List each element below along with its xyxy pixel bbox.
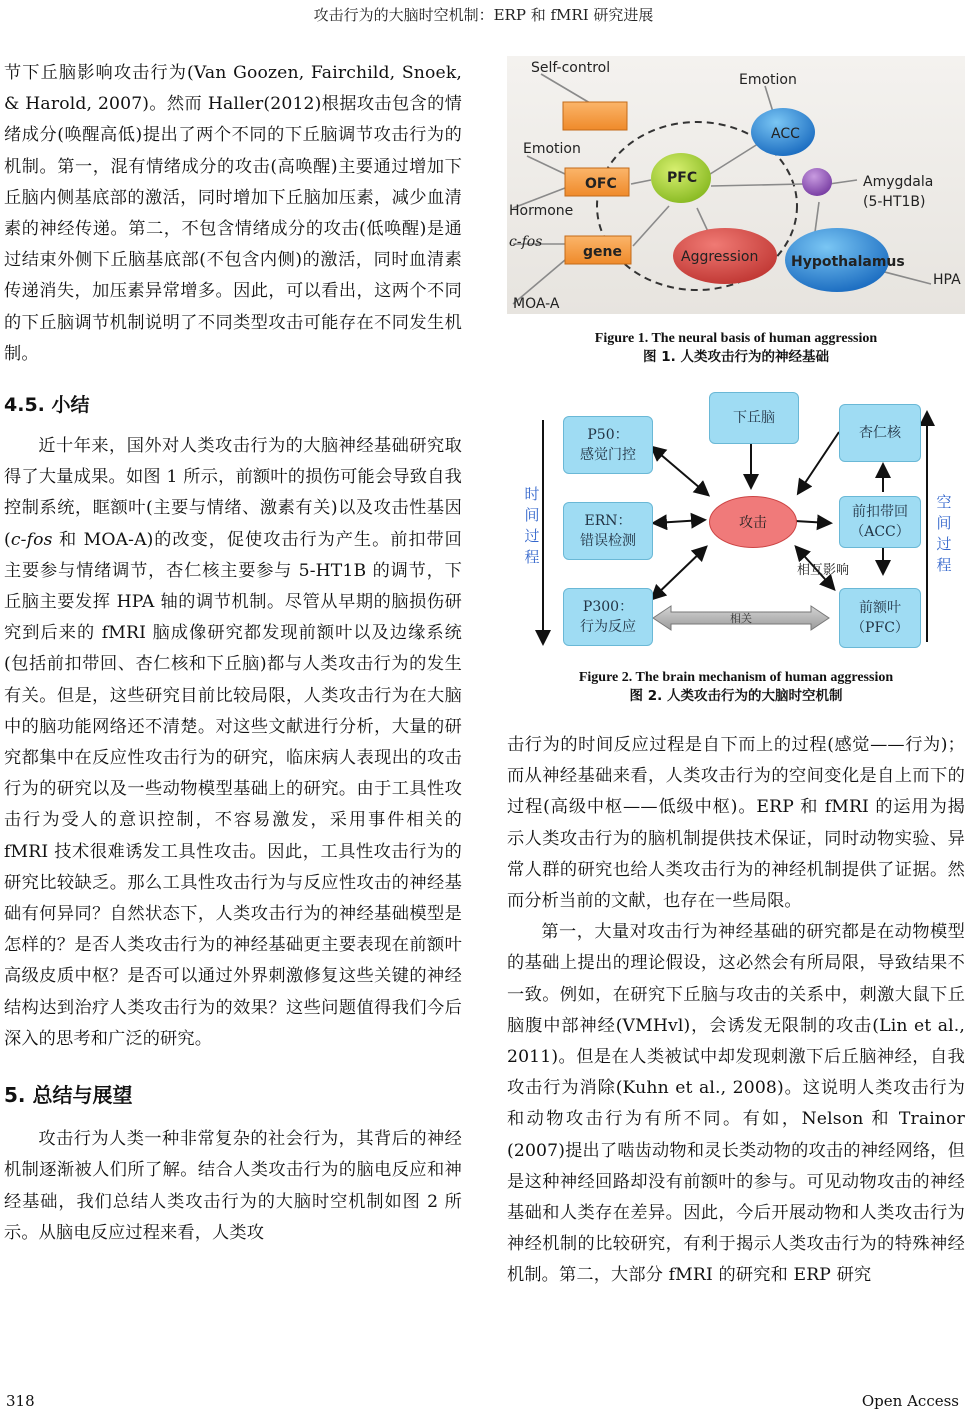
summary-cfos: c-fos bbox=[10, 529, 53, 550]
label-amygdala: Amygdala bbox=[863, 174, 934, 190]
label-self-control: Self-control bbox=[531, 60, 611, 76]
section-heading-5: 5. 总结与展望 bbox=[4, 1083, 133, 1108]
figure-2-caption-en: Figure 2. The brain mechanism of human aggression bbox=[578, 670, 894, 685]
figure-2-caption-cn: 图 2. 人类攻击行为的大脑时空机制 bbox=[629, 688, 843, 704]
running-header: 攻击行为的大脑时空机制：ERP 和 fMRI 研究进展 bbox=[313, 6, 654, 24]
hypothalamus-box: 下丘脑 bbox=[709, 392, 799, 444]
label-pfc: PFC bbox=[667, 170, 698, 186]
label-emotion-left: Emotion bbox=[523, 141, 581, 157]
figure-1-caption-cn: 图 1. 人类攻击行为的神经基础 bbox=[643, 349, 829, 365]
label-gene: gene bbox=[583, 244, 622, 260]
label-cfos: c-fos bbox=[509, 234, 543, 250]
acc-box: 前扣带回 （ACC） bbox=[839, 496, 921, 548]
figure-1-caption bbox=[507, 329, 965, 367]
publisher-label: Open Access bbox=[861, 1392, 959, 1410]
label-acc: ACC bbox=[771, 126, 800, 142]
summary-text-a: 近十年来，国外对人类攻击行为的大脑神经基础研究取得了大量成果。如图 1 所示，前额叶的损伤可能会导致自我控制系统，眶额叶(主要与情绪、激素有关)以及攻击性基因( bbox=[4, 436, 462, 550]
label-mutual: 相互影响 bbox=[797, 563, 850, 578]
amygdala-box: 杏仁核 bbox=[839, 404, 921, 462]
label-related: 相关 bbox=[730, 612, 752, 625]
p50-box: P50： 感觉门控 bbox=[563, 416, 653, 474]
label-hormone: Hormone bbox=[509, 203, 574, 219]
paragraph-hypothalamus: 节下丘脑影响攻击行为(Van Goozen, Fairchild, Snoek, & Harold, 2007)。然而 Haller(2012)根据攻击包含的情绪成分(唤醒高低)提出了两个不同的下丘脑调节攻击行为的机制。第一，混有情绪成分的攻击(高唤醒)主要通过增加下丘脑内侧基底部的激活，同时增加下丘脑加压素，减少血清素的神经传递。第二，不包含情绪成分的攻击(低唤醒)是通过结束外侧下丘脑基底部(不包含内侧)的激活，同时血清素传递消失，加压素异常增多。因此，可以看出，这两个不同的下丘脑调节机制说明了不同类型攻击可能存在不同发生机制。 bbox=[4, 63, 462, 364]
label-emotion-top: Emotion bbox=[739, 72, 797, 88]
paragraph-conclusion: 攻击行为人类一种非常复杂的社会行为，其背后的神经机制逐渐被人们所了解。结合人类攻击行为的脑电反应和神经基础，我们总结人类攻击行为的大脑时空机制如图 2 所示。从脑电反应过程来看，人类攻 bbox=[4, 1129, 462, 1243]
label-aggression: Aggression bbox=[681, 249, 759, 265]
figure-2-spatiotemporal bbox=[507, 388, 967, 654]
paragraph-limitations: 第一，大量对攻击行为神经基础的研究都是在动物模型的基础上提出的理论假设，这必然会有所局限，导致结果不一致。例如，在研究下丘脑与攻击的关系中，刺激大鼠下丘脑腹中部神经(VMHvl)，会诱发无限制的攻击(Lin et al., 2011)。但是在人类被试中却发现刺激下后丘脑神经，自我攻击行为消除(Kuhn et al., 2008)。这说明人类攻击行为和动物攻击行为有所不同。有如，Nelson 和 Trainor (2007)提出了啮齿动物和灵长类动物的攻击的神经网络，但是这种神经回路却没有前额叶的参与。可见动物攻击的神经基础和人类存在差异。因此，今后开展动物和人类攻击行为神经机制的比较研究，有利于揭示人类攻击行为的特殊神经机制。第二，大部分 fMRI 的研究和 ERP 研究 bbox=[507, 922, 965, 1286]
figure-1-diagram bbox=[507, 56, 965, 314]
paragraph-spatiotemporal: 击行为的时间反应过程是自下而上的过程(感觉——行为)；而从神经基础来看，人类攻击行为的空间变化是自上而下的过程(高级中枢——低级中枢)。ERP 和 fMRI 的运用为揭示人类攻击行为的脑机制提供技术保证，同时动物实验、异常人群的研究也给人类攻击行为的神经机制提供了证据。然而分析当前的文献，也存在一些局限。 bbox=[507, 735, 965, 912]
page-number: 318 bbox=[6, 1392, 35, 1410]
label-moa: MOA-A bbox=[513, 296, 560, 312]
label-time-process: 时间过程 bbox=[524, 485, 540, 566]
p300-box: P300： 行为反应 bbox=[563, 588, 653, 646]
label-hypothalamus: Hypothalamus bbox=[791, 254, 905, 270]
paragraph-summary bbox=[4, 431, 462, 1055]
label-ofc: OFC bbox=[585, 176, 617, 192]
figure-2-caption bbox=[507, 668, 965, 706]
label-hpa: HPA bbox=[933, 272, 961, 288]
attack-node: 攻击 bbox=[709, 496, 797, 548]
section-heading-4-5: 4.5. 小结 bbox=[4, 394, 90, 417]
figure-1-neural-basis bbox=[507, 56, 965, 314]
right-column bbox=[507, 730, 965, 1292]
self-control-box bbox=[563, 102, 627, 130]
label-amygdala-sub: (5-HT1B) bbox=[863, 194, 926, 210]
left-column bbox=[4, 58, 462, 1249]
figure-1-caption-en: Figure 1. The neural basis of human aggression bbox=[594, 331, 878, 346]
amygdala-node bbox=[802, 168, 832, 196]
ern-box: ERN： 错误检测 bbox=[563, 502, 653, 560]
label-space-process: 空间过程 bbox=[936, 493, 952, 574]
pfc-box: 前额叶 （PFC） bbox=[839, 588, 921, 648]
summary-text-b: 和 MOA-A)的改变，促使攻击行为产生。前扣带回主要参与情绪调节，杏仁核主要参与 5-HT1B 的调节，下丘脑主要发挥 HPA 轴的调节机制。尽管从早期的脑损伤研究到后来的 fMRI 脑成像研究都发现前额叶以及边缘系统(包括前扣带回、杏仁核和下丘脑)都与人类攻击行为的发生有关。但是，这些研究目前比较局限，人类攻击行为在大脑中的脑功能网络还不清楚。对这些文献进行分析，大量的研究都集中在反应性攻击行为的研究，临床病人表现出的攻击行为的研究以及一些动物模型基础上的研究。由于工具性攻击行为受人的意识控制，不容易激发，采用事件相关的 fMRI 技术很难诱发工具性攻击。因此，工具性攻击行为的研究比较缺乏。那么工具性攻击行为与反应性攻击的神经基础有何异同？自然状态下，人类攻击行为的神经基础模型是怎样的？是否人类攻击行为的神经基础更主要表现在前额叶高级皮质中枢？是否可以通过外界刺激修复这些关键的神经结构达到治疗人类攻击行为的效果？这些问题值得我们今后深入的思考和广泛的研究。 bbox=[4, 529, 462, 1049]
